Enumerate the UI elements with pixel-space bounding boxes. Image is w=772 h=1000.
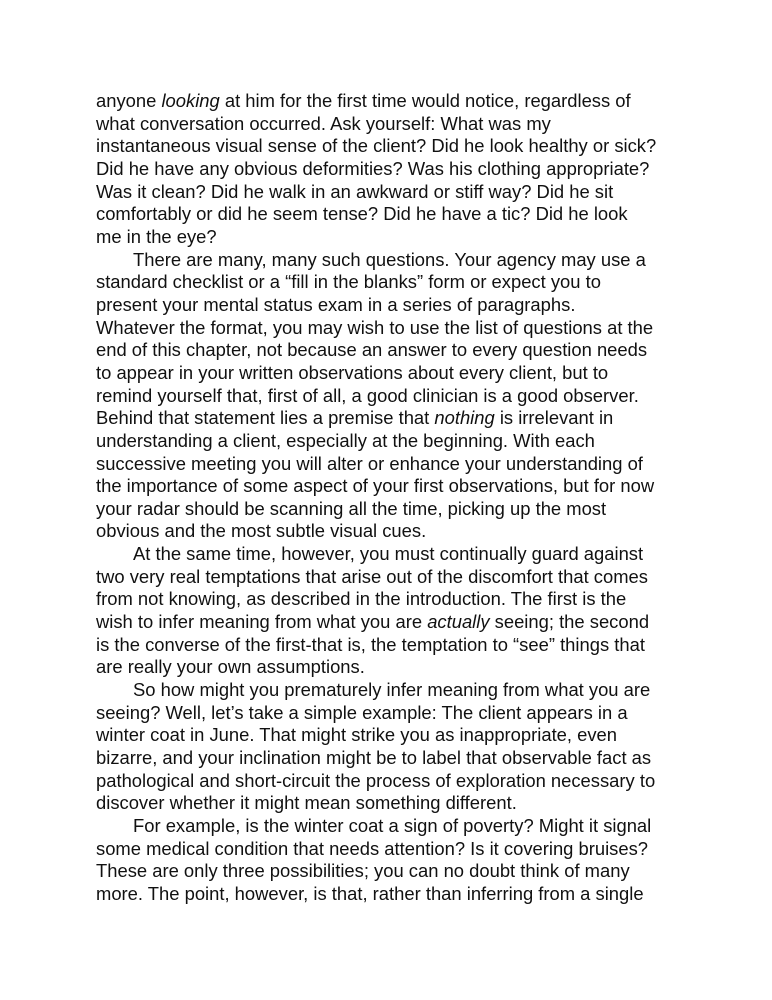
text-line — [96, 181, 686, 204]
text-run: seeing? Well, let’s take a simple example: The client appears in a — [96, 701, 628, 723]
text-run: me in the eye? — [96, 225, 217, 247]
text-run: For example, is the winter coat a sign of poverty? Might it signal — [133, 815, 652, 836]
text-run: At the same time, however, you must continually guard against — [133, 543, 644, 565]
text-line — [96, 453, 686, 476]
text-line — [96, 792, 686, 815]
text-line — [96, 611, 686, 634]
text-run: from not knowing, as described in the introduction. The first is the — [96, 588, 627, 610]
text-run: your radar should be scanning all the time, picking up the most — [96, 497, 607, 519]
text-line — [96, 656, 686, 679]
text-run: are really your own assumptions. — [96, 656, 365, 678]
text-run: discover whether it might mean something different. — [96, 792, 517, 814]
text-run: Was it clean? Did he walk in an awkward or stiff way? Did he sit — [96, 180, 614, 202]
text-line — [96, 226, 686, 249]
paragraph — [96, 679, 686, 815]
text-run: There are many, many such questions. Your agency may use a — [133, 248, 646, 270]
text-line — [96, 815, 686, 838]
text-line — [96, 520, 686, 543]
text-line — [96, 385, 686, 408]
text-line — [96, 543, 686, 566]
text-line — [96, 498, 686, 521]
text-run: the importance of some aspect of your first observations, but for now — [96, 475, 655, 497]
text-line — [96, 271, 686, 294]
emphasized-text: looking — [161, 90, 220, 111]
text-run: standard checklist or a “fill in the blanks” form or expect you to — [96, 271, 601, 293]
text-run: two very real temptations that arise out of the discomfort that comes — [96, 565, 648, 587]
text-run: instantaneous visual sense of the client? Did he look healthy or sick? — [96, 135, 657, 157]
text-run: understanding a client, especially at the beginning. With each — [96, 429, 595, 451]
text-line — [96, 770, 686, 793]
text-run: to appear in your written observations about every client, but to — [96, 361, 609, 383]
text-run: comfortably or did he seem tense? Did he have a tic? Did he look — [96, 203, 628, 225]
text-run: wish to infer meaning from what you are — [96, 611, 428, 633]
paragraph — [96, 90, 686, 249]
text-run: more. The point, however, is that, rather than inferring from a single — [96, 882, 644, 904]
text-run: anyone — [96, 90, 162, 111]
text-line — [96, 702, 686, 725]
text-run: bizarre, and your inclination might be to label that observable fact as — [96, 747, 652, 769]
text-line — [96, 294, 686, 317]
text-run: present your mental status exam in a series of paragraphs. — [96, 293, 576, 315]
text-run: what conversation occurred. Ask yourself: What was my — [96, 112, 551, 134]
text-line — [96, 475, 686, 498]
text-line — [96, 566, 686, 589]
text-run: at him for the first time would notice, regardless of — [219, 90, 631, 111]
text-run: Whatever the format, you may wish to use the list of questions at the — [96, 316, 654, 338]
text-run: is the converse of the first-that is, the temptation to “see” things that — [96, 633, 645, 655]
text-line — [96, 747, 686, 770]
text-line — [96, 724, 686, 747]
text-run: Behind that statement lies a premise that — [96, 407, 435, 429]
emphasized-text: actually — [427, 611, 490, 633]
text-run: is irrelevant in — [494, 407, 614, 429]
text-line — [96, 860, 686, 883]
text-run: winter coat in June. That might strike you as inappropriate, even — [96, 724, 618, 746]
paragraph — [96, 815, 686, 906]
paragraph — [96, 543, 686, 679]
text-line — [96, 588, 686, 611]
text-line — [96, 339, 686, 362]
text-run: successive meeting you will alter or enhance your understanding of — [96, 452, 643, 474]
text-run: obvious and the most subtle visual cues. — [96, 520, 427, 542]
document-page — [96, 90, 686, 906]
text-line — [96, 407, 686, 430]
text-run: end of this chapter, not because an answer to every question needs — [96, 339, 648, 361]
text-line — [96, 838, 686, 861]
text-run: pathological and short-circuit the process of exploration necessary to — [96, 769, 656, 791]
text-run: So how might you prematurely infer meaning from what you are — [133, 679, 651, 701]
text-run: seeing; the second — [489, 611, 650, 633]
text-run: some medical condition that needs attention? Is it covering bruises? — [96, 837, 649, 859]
text-run: remind yourself that, first of all, a good clinician is a good observer. — [96, 384, 639, 406]
text-line — [96, 317, 686, 340]
text-line — [96, 203, 686, 226]
paragraph — [96, 249, 686, 544]
text-line — [96, 679, 686, 702]
text-line — [96, 249, 686, 272]
text-run: These are only three possibilities; you can no doubt think of many — [96, 860, 630, 882]
text-line — [96, 883, 686, 906]
text-line — [96, 158, 686, 181]
text-line — [96, 135, 686, 158]
text-line — [96, 362, 686, 385]
text-line — [96, 113, 686, 136]
text-line — [96, 634, 686, 657]
text-run: Did he have any obvious deformities? Was his clothing appropriate? — [96, 157, 650, 179]
text-line — [96, 430, 686, 453]
text-line — [96, 90, 686, 113]
emphasized-text: nothing — [434, 407, 495, 429]
